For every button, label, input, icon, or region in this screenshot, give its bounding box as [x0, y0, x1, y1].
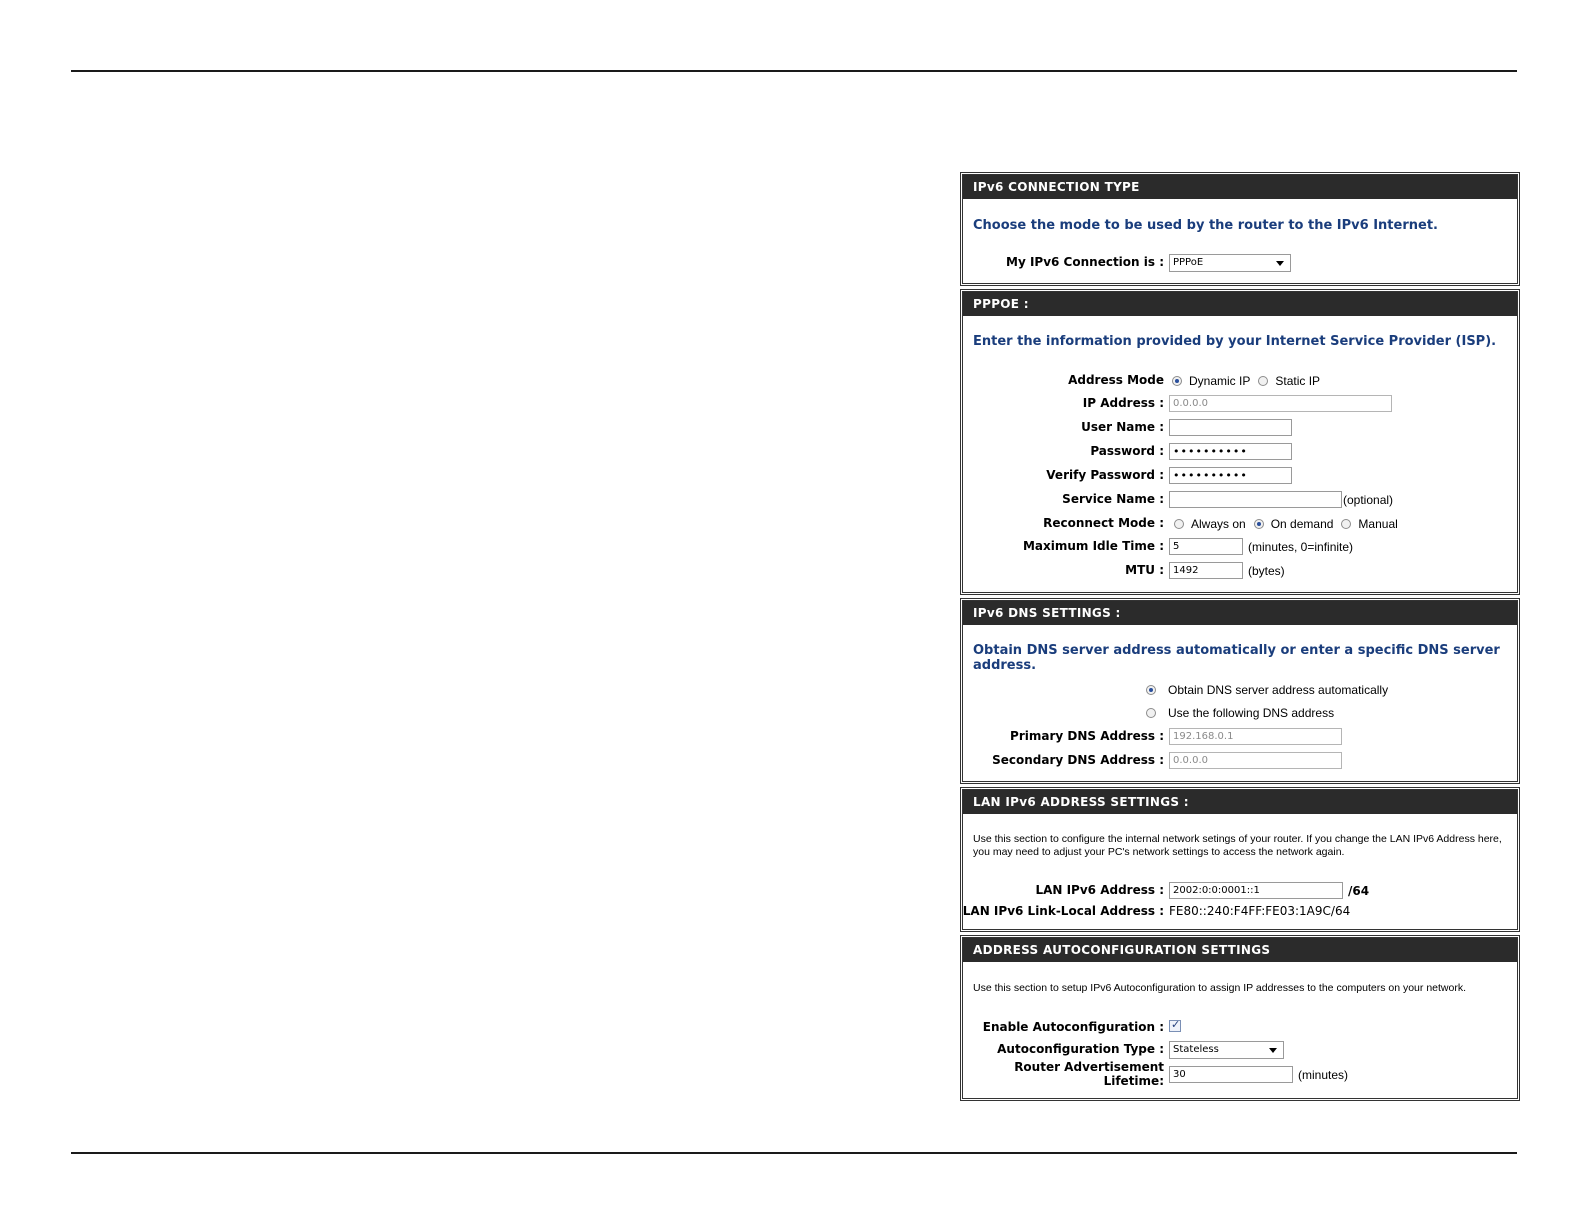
ipv6-settings-panel [962, 174, 1518, 1106]
chevron-down-icon [1276, 261, 1284, 266]
static-ip-radio[interactable] [1258, 376, 1268, 386]
connection-type-control [1169, 254, 1291, 272]
dns-auto-label: Obtain DNS server address automatically [1168, 683, 1389, 697]
user-name-input[interactable] [1169, 419, 1292, 436]
dns-auto-option [1146, 683, 1396, 697]
ip-address-control [1169, 395, 1392, 412]
manual-label: Manual [1358, 517, 1398, 531]
reconnect-mode-control [1174, 517, 1406, 531]
dns-auto-radio[interactable] [1146, 685, 1156, 695]
section-lan-ipv6 [962, 789, 1518, 930]
router-advertisement-lifetime-label [1014, 1060, 1164, 1088]
top-rule [71, 70, 1517, 72]
section-intro: Enter the information provided by your Internet Service Provider (ISP). [973, 334, 1497, 349]
lan-ipv6-address-control [1169, 882, 1369, 899]
primary-dns-input[interactable]: 192.168.0.1 [1169, 728, 1342, 745]
bottom-rule [71, 1152, 1517, 1154]
max-idle-input[interactable]: 5 [1169, 538, 1243, 555]
link-local-label: LAN IPv6 Link-Local Address : [962, 904, 1164, 918]
mtu-control [1169, 562, 1285, 579]
user-name-label: User Name : [1081, 420, 1164, 434]
autoconfiguration-type-control [1169, 1041, 1284, 1059]
max-idle-note: (minutes, 0=infinite) [1248, 539, 1354, 554]
mtu-note: (bytes) [1248, 563, 1285, 578]
autoconfiguration-type-select[interactable] [1169, 1041, 1284, 1059]
ip-address-input[interactable]: 0.0.0.0 [1169, 395, 1392, 412]
chevron-down-icon [1269, 1048, 1277, 1053]
address-mode-control [1172, 374, 1328, 388]
dynamic-ip-radio[interactable] [1172, 376, 1182, 386]
autoconfiguration-type-label: Autoconfiguration Type : [997, 1042, 1164, 1056]
service-name-control [1169, 491, 1393, 508]
section-dns [962, 600, 1518, 782]
verify-password-control [1169, 467, 1292, 484]
link-local-value: FE80::240:F4FF:FE03:1A9C/64 [1169, 904, 1351, 918]
section-intro: Use this section to setup IPv6 Autoconfiguration to assign IP addresses to the computers on your network. [973, 982, 1466, 994]
section-intro: Use this section to configure the internal network setings of your router. If you change the LAN IPv6 Address here, you may need to adjust your PC's network settings to access the network again. [973, 833, 1502, 858]
mtu-input[interactable]: 1492 [1169, 562, 1243, 579]
password-control [1169, 443, 1292, 460]
service-name-note: (optional) [1343, 492, 1394, 507]
service-name-label: Service Name : [1062, 492, 1164, 506]
enable-autoconfiguration-control [1169, 1020, 1181, 1032]
lifetime-input[interactable]: 30 [1169, 1066, 1293, 1083]
lifetime-label-line-2: Lifetime: [1103, 1074, 1164, 1088]
reconnect-mode-label: Reconnect Mode : [1043, 516, 1164, 530]
ip-address-label: IP Address : [1082, 396, 1164, 410]
prefix-length: /64 [1348, 883, 1370, 898]
secondary-dns-label: Secondary DNS Address : [992, 753, 1164, 767]
user-name-control [1169, 419, 1292, 436]
service-name-input[interactable] [1169, 491, 1342, 508]
dns-manual-option [1146, 706, 1342, 720]
lan-ipv6-address-input[interactable]: 2002:0:0:0001::1 [1169, 882, 1343, 899]
password-label: Password : [1090, 444, 1164, 458]
always-on-radio[interactable] [1174, 519, 1184, 529]
on-demand-radio[interactable] [1254, 519, 1264, 529]
section-header: IPv6 CONNECTION TYPE [963, 175, 1517, 199]
section-intro: Obtain DNS server address automatically or enter a specific DNS server address. [973, 643, 1500, 673]
mtu-label: MTU : [1125, 563, 1164, 577]
lifetime-label-line-1: Router Advertisement [1014, 1060, 1164, 1074]
dynamic-ip-label: Dynamic IP [1189, 374, 1251, 388]
lifetime-control [1169, 1066, 1348, 1083]
connection-type-label: My IPv6 Connection is : [1006, 255, 1164, 269]
section-header: PPPOE : [963, 292, 1517, 316]
section-autoconfiguration [962, 937, 1518, 1099]
secondary-dns-control [1169, 752, 1342, 769]
static-ip-label: Static IP [1275, 374, 1321, 388]
primary-dns-control [1169, 728, 1342, 745]
address-mode-label: Address Mode [1068, 373, 1164, 387]
lifetime-note: (minutes) [1298, 1067, 1349, 1082]
dns-manual-label: Use the following DNS address [1168, 706, 1335, 720]
section-pppoe [962, 291, 1518, 593]
verify-password-input[interactable]: •••••••••• [1169, 467, 1292, 484]
connection-type-select[interactable] [1169, 254, 1291, 272]
autoconfiguration-type-value: Stateless [1173, 1044, 1219, 1055]
always-on-label: Always on [1191, 517, 1246, 531]
primary-dns-label: Primary DNS Address : [1010, 729, 1164, 743]
password-input[interactable]: •••••••••• [1169, 443, 1292, 460]
enable-autoconfiguration-label: Enable Autoconfiguration : [982, 1020, 1164, 1034]
section-header: IPv6 DNS SETTINGS : [963, 601, 1517, 625]
dns-manual-radio[interactable] [1146, 708, 1156, 718]
connection-type-value: PPPoE [1173, 257, 1204, 268]
lan-ipv6-address-label: LAN IPv6 Address : [1035, 883, 1164, 897]
section-header: ADDRESS AUTOCONFIGURATION SETTINGS [963, 938, 1517, 962]
secondary-dns-input[interactable]: 0.0.0.0 [1169, 752, 1342, 769]
section-intro: Choose the mode to be used by the router to the IPv6 Internet. [973, 218, 1438, 233]
verify-password-label: Verify Password : [1046, 468, 1164, 482]
section-header: LAN IPv6 ADDRESS SETTINGS : [963, 790, 1517, 814]
max-idle-label: Maximum Idle Time : [1022, 539, 1164, 553]
enable-autoconfiguration-checkbox[interactable] [1169, 1020, 1181, 1032]
manual-radio[interactable] [1341, 519, 1351, 529]
section-connection-type [962, 174, 1518, 284]
on-demand-label: On demand [1270, 517, 1334, 531]
max-idle-control [1169, 538, 1353, 555]
